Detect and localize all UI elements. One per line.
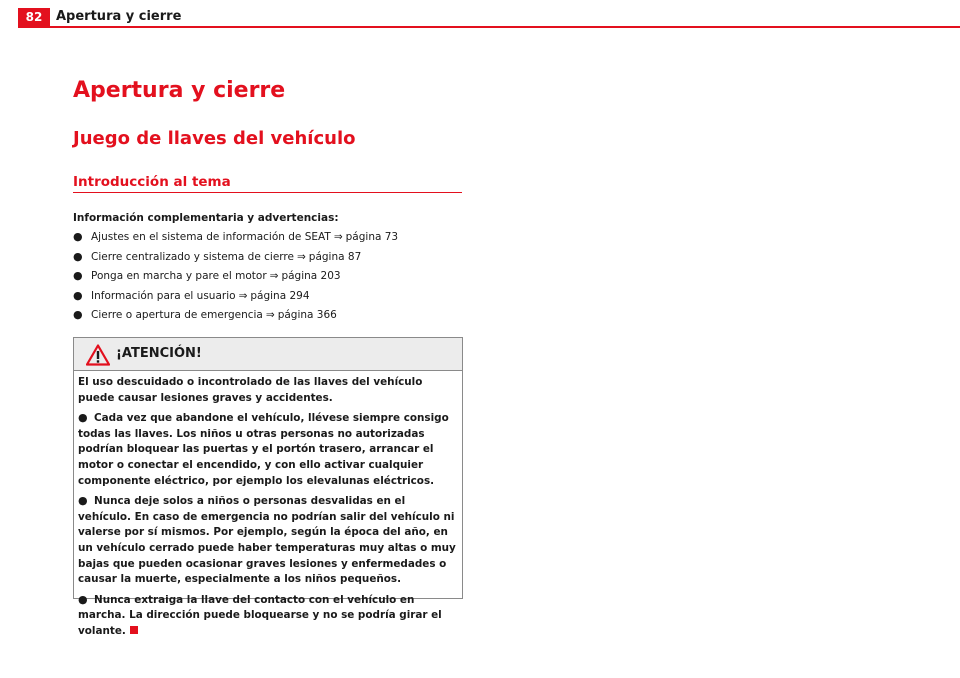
warning-item [78,493,458,588]
subsection-title: Introducción al tema [73,174,231,190]
page-link[interactable]: página 73 [345,231,399,243]
warning-item-text: Nunca deje solos a niños o personas desvalidas en el vehículo. En caso de emergencia no podrían salir del vehículo ni valerse por sí mismos. Por ejemplo, según la época del año, en un vehículo cerrado puede haber temperaturas muy altas o muy bajas que pueden ocasionar graves lesiones y enfermedades o causar la muerte, especialmente a los niños pequeños. [78,495,456,586]
warning-item [78,592,458,640]
reference-text: Cierre centralizado y sistema de cierre [91,250,294,263]
list-item[interactable] [73,230,463,250]
header-rule [18,26,960,28]
warning-item-text: Cada vez que abandone el vehículo, llévese siempre consigo todas las llaves. Los niños u otras personas no autorizadas podrían bloquear las puertas y el portón trasero, arrancar el motor o conectar el encendido, y con ello activar cualquier componente eléctrico, por ejemplo los elevalunas eléctricos. [78,412,449,487]
section-title: Juego de llaves del vehículo [73,128,356,149]
page-link[interactable]: página 203 [281,270,341,283]
warning-item-text: Nunca extraiga la llave del contacto con el vehículo en marcha. La dirección puede bloquearse y no se podría girar el volante. [78,593,442,637]
arrow-icon: ⇒ [296,250,306,263]
bullet-icon: ● [73,269,83,283]
bullet-icon: ● [78,592,88,606]
list-item[interactable] [73,289,463,309]
page-link[interactable]: página 294 [250,289,310,302]
warning-intro: El uso descuidado o incontrolado de las llaves del vehículo puede causar lesiones graves y accidentes. [78,376,423,404]
warning-body [74,371,462,640]
bullet-icon: ● [73,308,83,322]
running-title: Apertura y cierre [56,9,182,24]
intro-label: Información complementaria y advertencias: [73,212,339,224]
bullet-icon: ● [73,249,83,263]
bullet-icon: ● [73,288,83,302]
reference-list [73,230,463,328]
reference-text: Información para el usuario [91,289,236,302]
reference-text: Ponga en marcha y pare el motor [91,270,267,283]
arrow-icon: ⇒ [269,270,279,283]
page-link[interactable]: página 366 [277,309,337,322]
warning-item [78,410,458,489]
bullet-icon: ● [78,494,88,508]
list-item[interactable] [73,250,463,270]
warning-box [73,337,463,637]
arrow-icon: ⇒ [333,231,343,243]
list-item[interactable] [73,308,463,328]
bullet-icon: ● [78,411,88,425]
page-number-badge: 82 [18,8,50,27]
bullet-icon: ● [73,230,83,243]
page-link[interactable]: página 87 [308,250,362,263]
warning-title: ¡ATENCIÓN! [116,346,202,361]
reference-text: Ajustes en el sistema de información de SEAT [91,231,331,243]
arrow-icon: ⇒ [238,289,248,302]
list-item[interactable] [73,269,463,289]
chapter-title: Apertura y cierre [73,78,286,103]
arrow-icon: ⇒ [265,309,275,322]
end-of-section-icon [130,626,138,634]
warning-header [74,338,462,371]
page-header [0,0,960,30]
warning-triangle-icon [86,344,110,366]
reference-text: Cierre o apertura de emergencia [91,309,263,322]
subsection-rule [73,192,462,193]
